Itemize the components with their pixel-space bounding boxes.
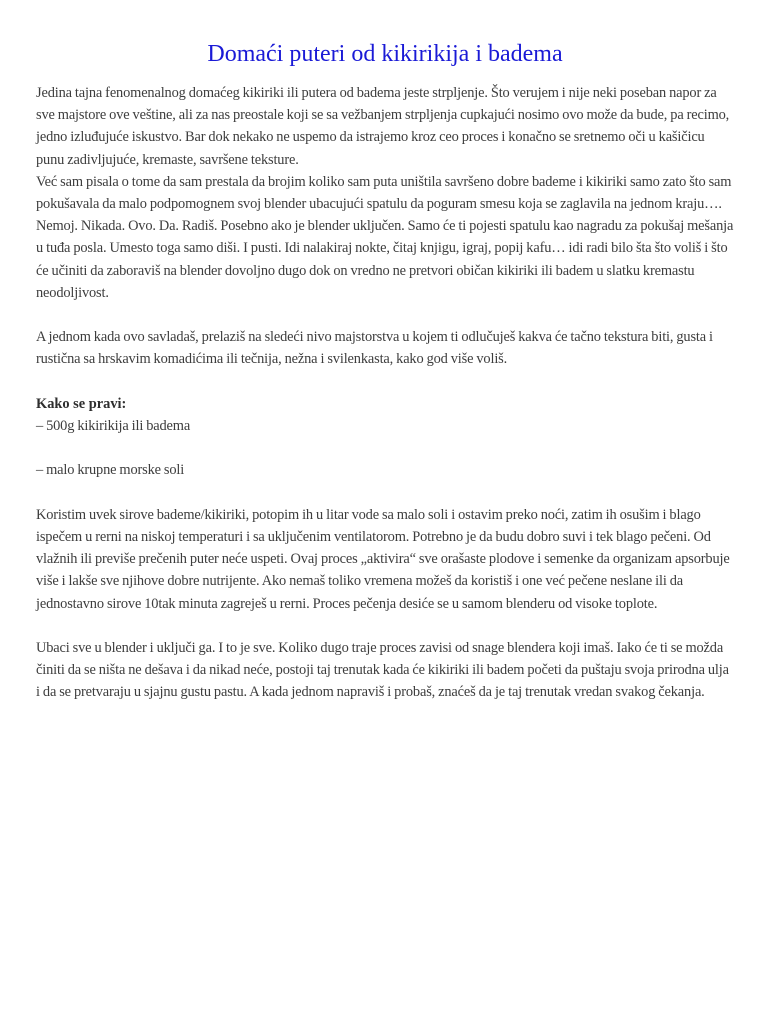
- ingredient-item: – 500g kikirikija ili badema: [36, 418, 191, 435]
- paragraph-spacer: [36, 437, 734, 459]
- ingredient-item: – malo krupne morske soli: [36, 462, 185, 479]
- paragraph-spacer: [36, 304, 734, 326]
- page-title: Domaći puteri od kikirikija i badema: [207, 41, 563, 67]
- method-paragraph-2: Ubaci sve u blender i uključi ga. I to je sve. Koliko dugo traje proces zavisi od snage blendera koji imaš. Iako će ti se možda činiti da se ništa ne dešava i da nikad neće, postoji taj trenutak kada će kikiriki ili badem početi da puštaju svoja prirodna ulja i da se pretvaraju u sjajnu gustu pastu. A kada jednom napraviš i probaš, znaćeš da je taj trenutak vredan svakog čekanja.: [36, 640, 729, 701]
- intro-paragraph-1: Jedina tajna fenomenalnog domaćeg kikiriki ili putera od badema jeste strpljenje. Što verujem i nije neki poseban napor za sve majstore ove veštine, ali za nas preostale koji se sa vežbanjem strpljenja cupkajući nosimo ovo može da bude, pa recimo, jedno izluđujuće iskustvo. Bar dok nekako ne uspemo da istrajemo kroz ceo proces i konačno se sretnemo oči u kašičicu punu zadivljujuće, kremaste, savršene teksture.: [36, 85, 730, 168]
- intro-paragraph-2: Već sam pisala o tome da sam prestala da brojim koliko sam puta uništila savršeno dobre bademe i kikiriki samo zato što sam pokušavala da malo podpomognem svoj blender ubacujući spatulu da poguram smesu koja se zaglavila na jednom kraju…. Nemoj. Nikada. Ovo. Da. Radiš. Posebno ako je blender uključen. Samo će ti pojesti spatulu kao nagradu za pokušaj mešanja u tuđa posla. Umesto toga samo diši. I pusti. Idi nalakiraj nokte, čitaj knjigu, igraj, popij kafu… idi radi bilo šta što voliš i što će učiniti da zaboraviš na blender dovoljno dugo dok on vredno ne pretvori običan kikiriki ili badem u slatku kremastu neodoljivost.: [36, 173, 734, 301]
- paragraph-spacer: [36, 371, 734, 393]
- paragraph-spacer: [36, 482, 734, 504]
- paragraph-spacer: [36, 615, 734, 637]
- method-paragraph-1: Koristim uvek sirove bademe/kikiriki, potopim ih u litar vode sa malo soli i ostavim preko noći, zatim ih osušim i blago ispečem u rerni na niskoj temperaturi i sa uključenim ventilatorom. Potrebno je da budu dobro suvi i tek blago pečeni. Od vlažnih ili previše prečenih puter neće uspeti. Ovaj proces „aktivira“ sve orašaste plodove i semenke da organizam apsorbuje više i lakše sve njihove dobre nutrijente. Ako nemaš toliko vremena možeš da koristiš i one već pečene neslane ili da jednostavno sirove 10tak minuta zagreješ u rerni. Proces pečenja desiće se u samom blenderu od visoke toplote.: [36, 506, 730, 612]
- intro-paragraph-3: A jednom kada ovo savladaš, prelaziš na sledeći nivo majstorstva u kojem ti odlučuješ kakva će tačno tekstura biti, gusta i rustična sa hrskavim komadićima ili tečnija, nežna i svilenkasta, kako god više voliš.: [36, 329, 713, 368]
- recipe-heading: Kako se pravi:: [36, 395, 127, 412]
